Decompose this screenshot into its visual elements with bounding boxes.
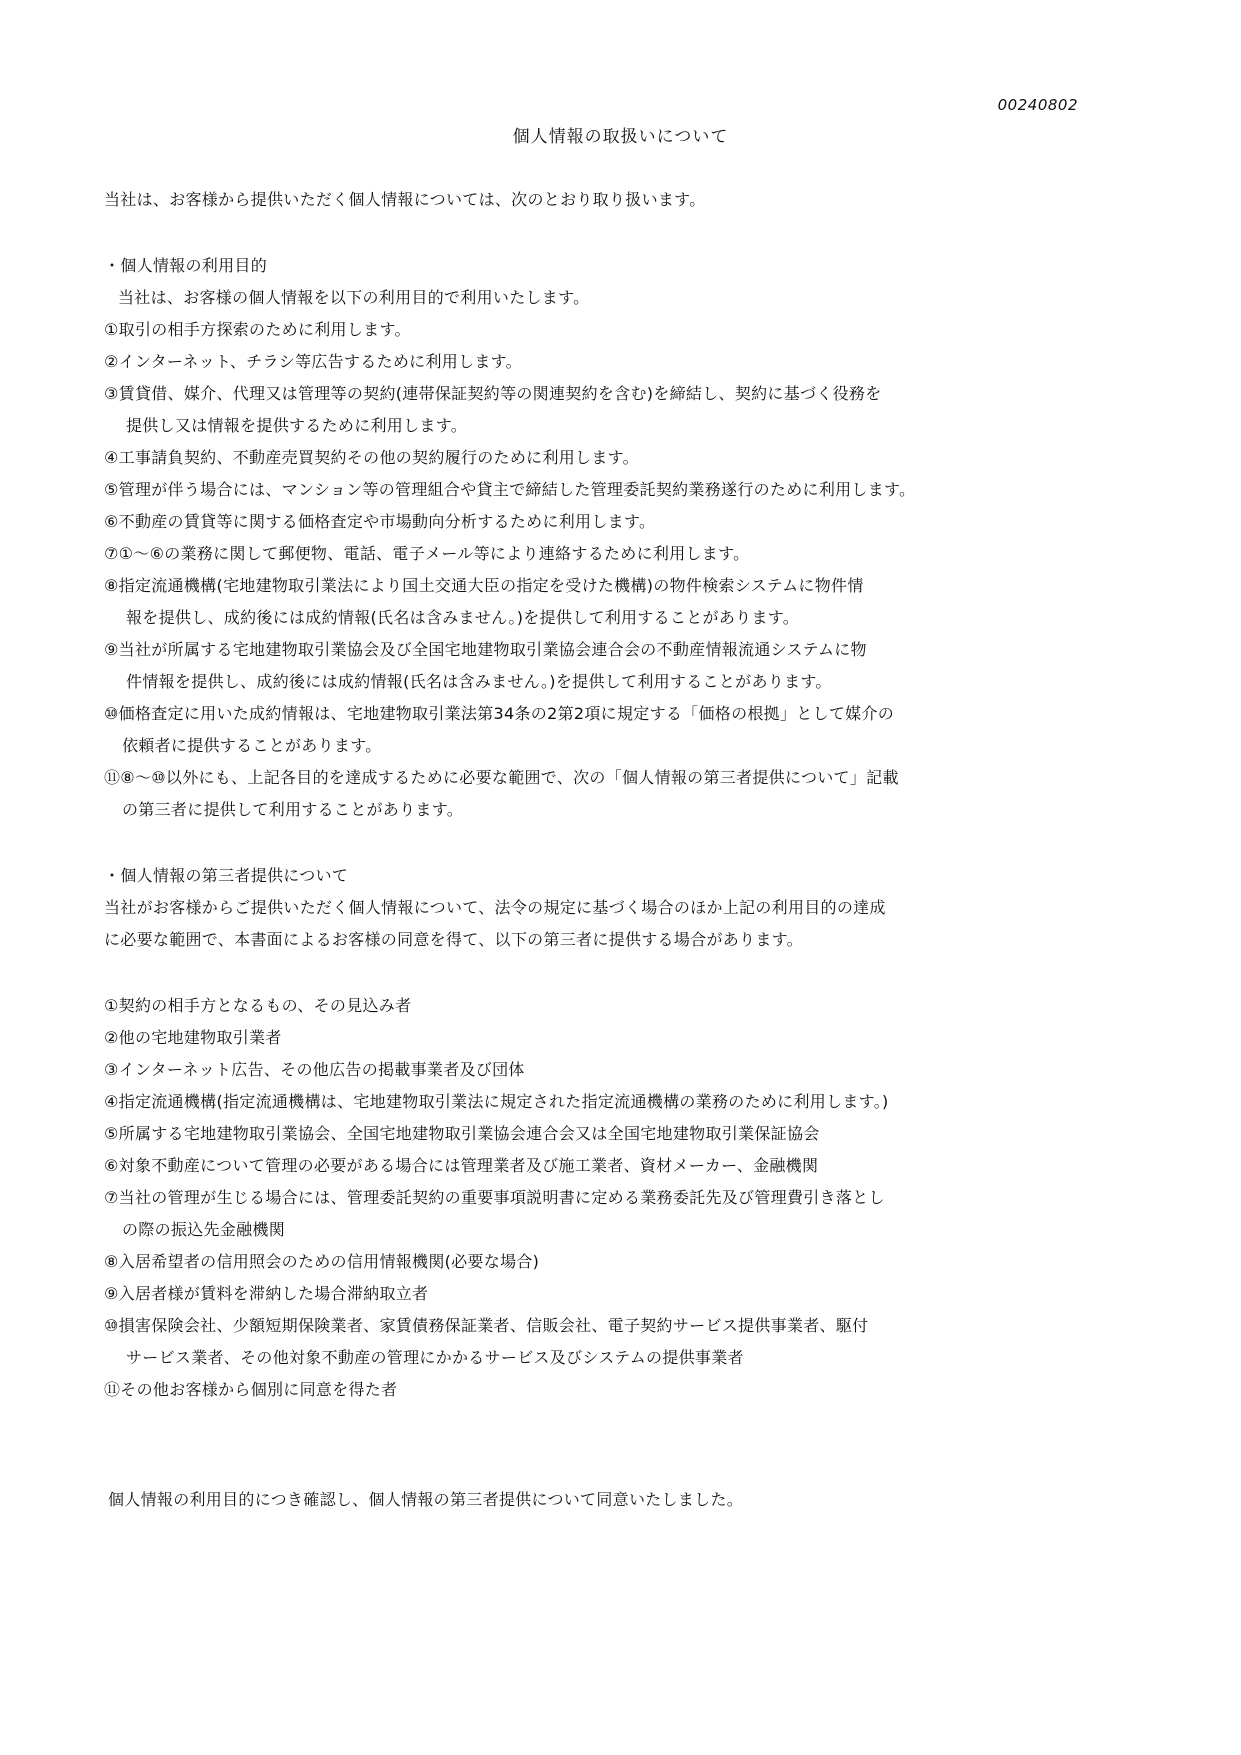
section1-item: ⑤管理が伴う場合には、マンション等の管理組合や貸主で締結した管理委託契約業務遂行のために利用します。 [104, 480, 916, 499]
section2-item: ③インターネット広告、その他広告の掲載事業者及び団体 [104, 1060, 525, 1079]
section1-item: ⑦①～⑥の業務に関して郵便物、電話、電子メール等により連絡するために利用します。 [104, 544, 750, 563]
section2-item: ⑧入居希望者の信用照会のための信用情報機関(必要な場合) [104, 1252, 540, 1271]
section1-item: ⑩価格査定に用いた成約情報は、宅地建物取引業法第34条の2第2項に規定する「価格の根拠」として媒介の [104, 704, 895, 723]
section1-item: ①取引の相手方探索のために利用します。 [104, 320, 411, 339]
section2-item: ⑦当社の管理が生じる場合には、管理委託契約の重要事項説明書に定める業務委託先及び管理費引き落とし [104, 1188, 885, 1207]
document-code: 00240802 [997, 96, 1078, 114]
section1-item-continued: 依頼者に提供することがあります。 [122, 736, 382, 755]
section1-item: ⑨当社が所属する宅地建物取引業協会及び全国宅地建物取引業協会連合会の不動産情報流通システムに物 [104, 640, 867, 659]
section2-item: ⑥対象不動産について管理の必要がある場合には管理業者及び施工業者、資材メーカー、金融機関 [104, 1156, 819, 1175]
section2-item: ②他の宅地建物取引業者 [104, 1028, 282, 1047]
section1-item-continued: 報を提供し、成約後には成約情報(氏名は含みません。)を提供して利用することがあります。 [126, 608, 800, 627]
section2-item: ⑪その他お客様から個別に同意を得た者 [104, 1380, 398, 1399]
consent-statement: 個人情報の利用目的につき確認し、個人情報の第三者提供について同意いたしました。 [108, 1490, 744, 1509]
section1-item: ③賃貸借、媒介、代理又は管理等の契約(連帯保証契約等の関連契約を含む)を締結し、契約に基づく役務を [104, 384, 882, 403]
section1-item: ②インターネット、チラシ等広告するために利用します。 [104, 352, 522, 371]
section2-lead: に必要な範囲で、本書面によるお客様の同意を得て、以下の第三者に提供する場合があります。 [104, 930, 803, 949]
section1-item-continued: 提供し又は情報を提供するために利用します。 [126, 416, 468, 435]
section2-item-continued: の際の振込先金融機関 [122, 1220, 286, 1239]
section2-item: ④指定流通機構(指定流通機構は、宅地建物取引業法に規定された指定流通機構の業務のために利用します。) [104, 1092, 889, 1111]
section2-heading: ・個人情報の第三者提供について [104, 866, 349, 885]
section2-item-continued: サービス業者、その他対象不動産の管理にかかるサービス及びシステムの提供事業者 [126, 1348, 744, 1367]
section1-lead: 当社は、お客様の個人情報を以下の利用目的で利用いたします。 [118, 288, 590, 307]
section2-item: ⑩損害保険会社、少額短期保険業者、家賃債務保証業者、信販会社、電子契約サービス提供事業者、駆付 [104, 1316, 869, 1335]
section1-item: ⑧指定流通機構(宅地建物取引業法により国土交通大臣の指定を受けた機構)の物件検索システムに物件情 [104, 576, 864, 595]
section1-item: ④工事請負契約、不動産売買契約その他の契約履行のために利用します。 [104, 448, 639, 467]
section2-item: ⑤所属する宅地建物取引業協会、全国宅地建物取引業協会連合会又は全国宅地建物取引業保証協会 [104, 1124, 820, 1143]
section2-item: ①契約の相手方となるもの、その見込み者 [104, 996, 412, 1015]
section1-item-continued: 件情報を提供し、成約後には成約情報(氏名は含みません。)を提供して利用することがあります。 [126, 672, 832, 691]
section1-item: ⑥不動産の賃貸等に関する価格査定や市場動向分析するために利用します。 [104, 512, 656, 531]
section1-item: ⑪⑧～⑩以外にも、上記各目的を達成するために必要な範囲で、次の「個人情報の第三者提供について」記載 [104, 768, 899, 787]
document-title: 個人情報の取扱いについて [512, 127, 729, 147]
section2-lead: 当社がお客様からご提供いただく個人情報について、法令の規定に基づく場合のほか上記の利用目的の達成 [104, 898, 886, 917]
section2-item: ⑨入居者様が賃料を滞納した場合滞納取立者 [104, 1284, 429, 1303]
section1-item-continued: の第三者に提供して利用することがあります。 [122, 800, 464, 819]
intro-text: 当社は、お客様から提供いただく個人情報については、次のとおり取り扱います。 [104, 190, 706, 209]
section1-heading: ・個人情報の利用目的 [104, 256, 268, 275]
